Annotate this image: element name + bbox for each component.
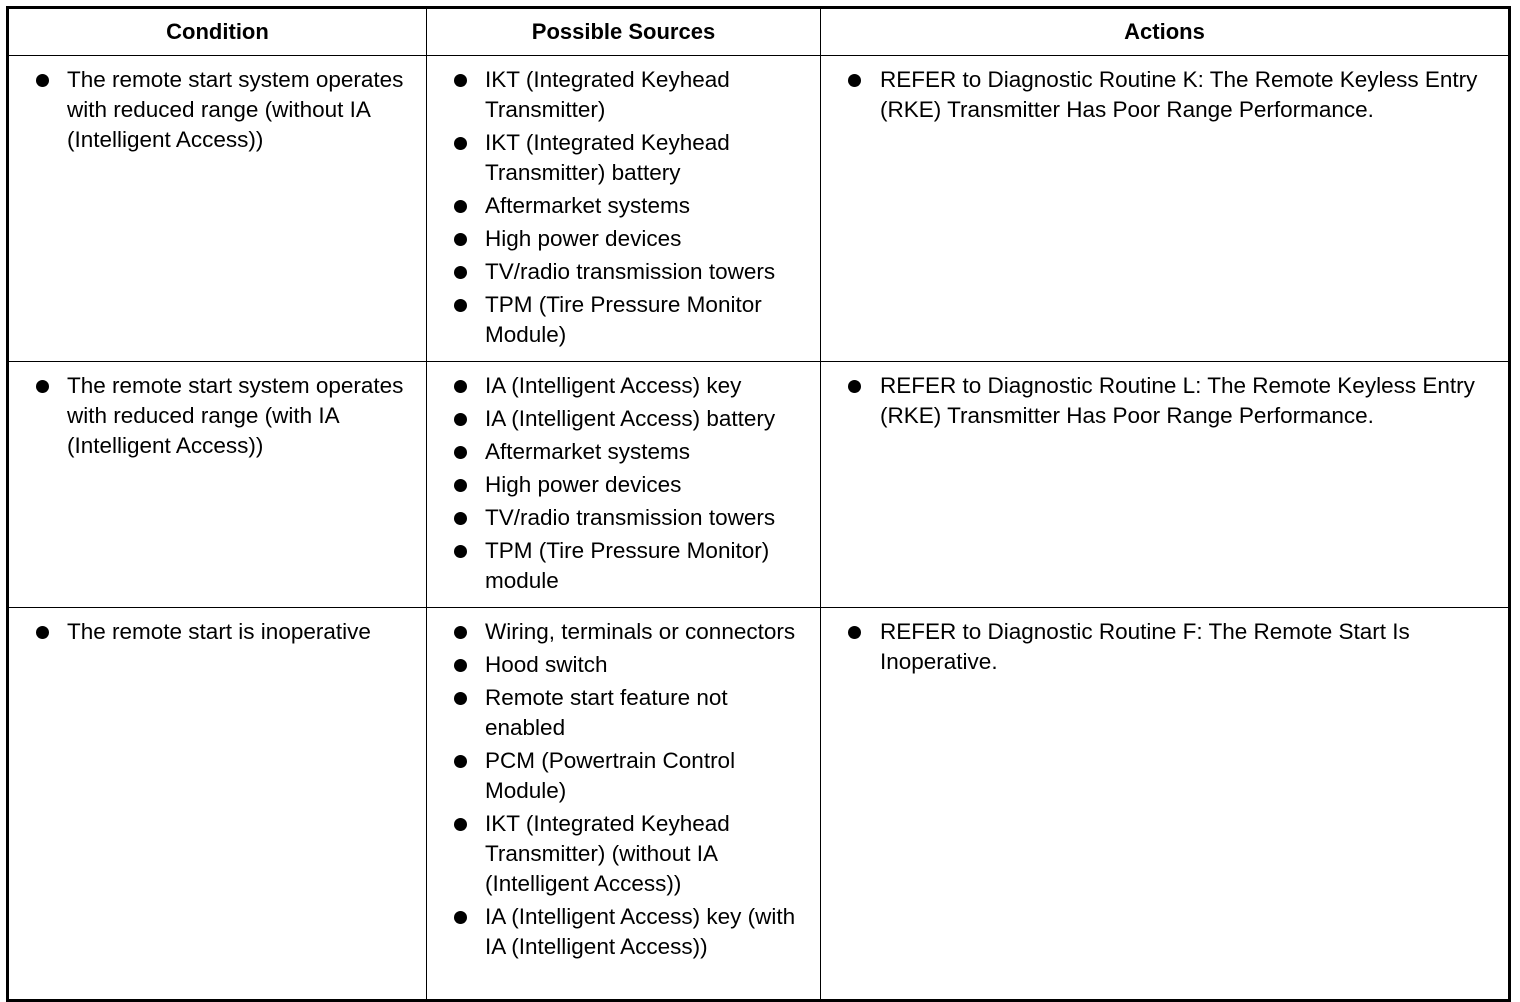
condition-list xyxy=(9,56,426,166)
sources-list xyxy=(427,362,820,607)
list-item xyxy=(821,617,1500,677)
source-text: IKT (Integrated Keyhead Transmitter) battery xyxy=(485,130,730,185)
diagnostic-table xyxy=(6,6,1511,1002)
bullet-icon xyxy=(454,266,467,279)
source-text: Hood switch xyxy=(485,652,608,677)
actions-cell xyxy=(821,56,1510,362)
condition-cell xyxy=(8,608,427,1001)
action-text: REFER to Diagnostic Routine L: The Remote Keyless Entry (RKE) Transmitter Has Poor Range Performance. xyxy=(880,373,1475,428)
list-item xyxy=(427,404,812,434)
bullet-icon xyxy=(454,413,467,426)
table-row xyxy=(8,608,1510,1001)
sources-list xyxy=(427,608,820,973)
list-item xyxy=(821,371,1500,431)
actions-cell xyxy=(821,608,1510,1001)
bullet-icon xyxy=(454,74,467,87)
source-text: TPM (Tire Pressure Monitor) module xyxy=(485,538,770,593)
bullet-icon xyxy=(454,446,467,459)
condition-text: The remote start is inoperative xyxy=(67,619,371,644)
source-text: Remote start feature not enabled xyxy=(485,685,728,740)
source-text: IA (Intelligent Access) key (with IA (Intelligent Access)) xyxy=(485,904,796,959)
bullet-icon xyxy=(454,545,467,558)
condition-cell xyxy=(8,56,427,362)
bullet-icon xyxy=(36,626,49,639)
source-text: TV/radio transmission towers xyxy=(485,259,776,284)
source-text: Wiring, terminals or connectors xyxy=(485,619,796,644)
list-item xyxy=(821,65,1500,125)
bullet-icon xyxy=(848,626,861,639)
bullet-icon xyxy=(454,692,467,705)
bullet-icon xyxy=(454,755,467,768)
bullet-icon xyxy=(848,74,861,87)
bullet-icon xyxy=(454,512,467,525)
action-text: REFER to Diagnostic Routine F: The Remote Start Is Inoperative. xyxy=(880,619,1410,674)
list-item xyxy=(427,902,812,962)
source-text: Aftermarket systems xyxy=(485,439,691,464)
header-condition: Condition xyxy=(8,8,427,56)
condition-list xyxy=(9,608,426,658)
source-text: IA (Intelligent Access) battery xyxy=(485,406,776,431)
list-item xyxy=(427,536,812,596)
source-text: PCM (Powertrain Control Module) xyxy=(485,748,736,803)
header-possible-sources: Possible Sources xyxy=(427,8,821,56)
bullet-icon xyxy=(454,911,467,924)
list-item xyxy=(427,683,812,743)
list-item xyxy=(427,617,812,647)
bullet-icon xyxy=(454,299,467,312)
table-row xyxy=(8,362,1510,608)
list-item xyxy=(427,65,812,125)
bullet-icon xyxy=(454,137,467,150)
header-row xyxy=(8,8,1510,56)
list-item xyxy=(427,191,812,221)
bullet-icon xyxy=(848,380,861,393)
list-item xyxy=(9,371,418,461)
bullet-icon xyxy=(36,74,49,87)
bullet-icon xyxy=(454,659,467,672)
sources-cell xyxy=(427,608,821,1001)
source-text: TPM (Tire Pressure Monitor Module) xyxy=(485,292,762,347)
condition-cell xyxy=(8,362,427,608)
condition-text: The remote start system operates with reduced range (without IA (Intelligent Access)) xyxy=(67,67,404,152)
actions-list xyxy=(821,56,1508,136)
source-text: IA (Intelligent Access) key xyxy=(485,373,742,398)
list-item xyxy=(427,650,812,680)
source-text: High power devices xyxy=(485,226,682,251)
source-text: High power devices xyxy=(485,472,682,497)
list-item xyxy=(427,746,812,806)
sources-cell xyxy=(427,56,821,362)
bullet-icon xyxy=(454,380,467,393)
list-item xyxy=(427,470,812,500)
source-text: IKT (Integrated Keyhead Transmitter) (without IA (Intelligent Access)) xyxy=(485,811,730,896)
list-item xyxy=(9,65,418,155)
source-text: Aftermarket systems xyxy=(485,193,691,218)
condition-text: The remote start system operates with reduced range (with IA (Intelligent Access)) xyxy=(67,373,404,458)
bullet-icon xyxy=(454,479,467,492)
list-item xyxy=(427,224,812,254)
action-text: REFER to Diagnostic Routine K: The Remote Keyless Entry (RKE) Transmitter Has Poor Range Performance. xyxy=(880,67,1478,122)
actions-list xyxy=(821,608,1508,688)
bullet-icon xyxy=(454,200,467,213)
sources-list xyxy=(427,56,820,361)
condition-list xyxy=(9,362,426,472)
list-item xyxy=(9,617,418,647)
list-item xyxy=(427,437,812,467)
list-item xyxy=(427,257,812,287)
list-item xyxy=(427,503,812,533)
list-item xyxy=(427,371,812,401)
bullet-icon xyxy=(454,233,467,246)
bullet-icon xyxy=(36,380,49,393)
table-row xyxy=(8,56,1510,362)
actions-list xyxy=(821,362,1508,442)
list-item xyxy=(427,809,812,899)
actions-cell xyxy=(821,362,1510,608)
sources-cell xyxy=(427,362,821,608)
source-text: IKT (Integrated Keyhead Transmitter) xyxy=(485,67,730,122)
bullet-icon xyxy=(454,626,467,639)
bullet-icon xyxy=(454,818,467,831)
source-text: TV/radio transmission towers xyxy=(485,505,776,530)
list-item xyxy=(427,290,812,350)
header-actions: Actions xyxy=(821,8,1510,56)
list-item xyxy=(427,128,812,188)
